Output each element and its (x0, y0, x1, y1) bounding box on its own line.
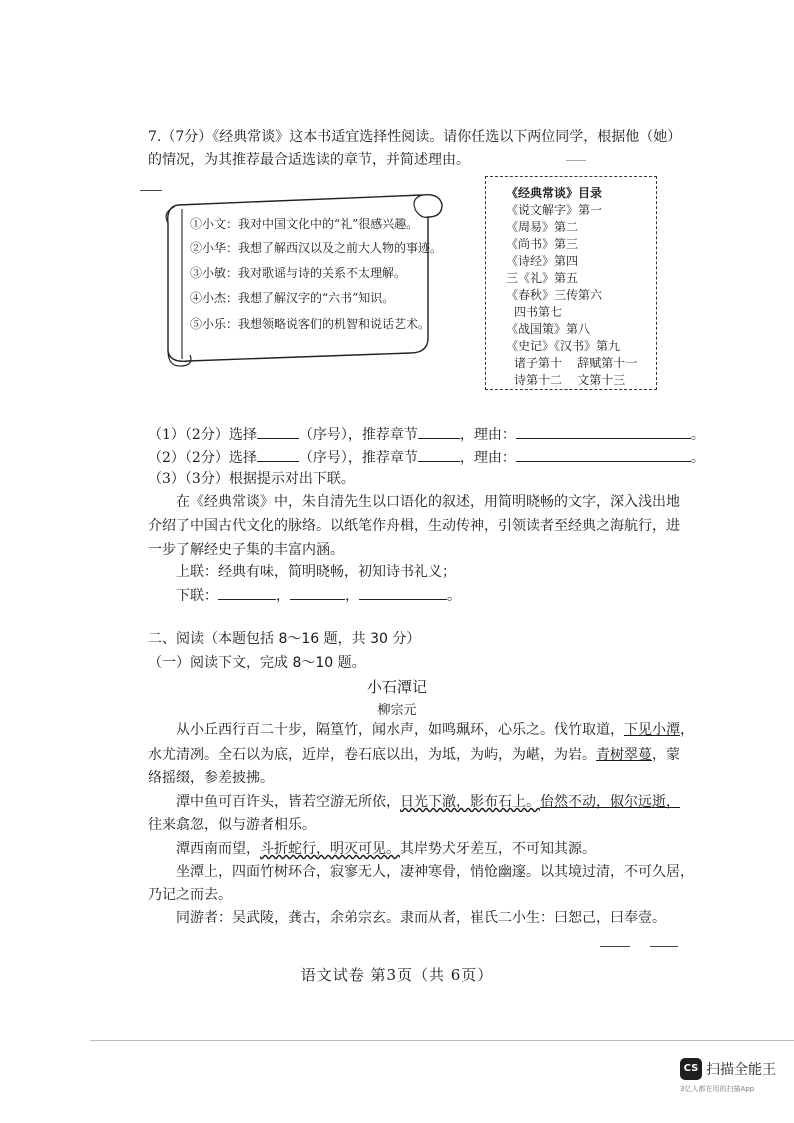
scan-mark (600, 946, 630, 947)
answer-blank[interactable] (516, 447, 691, 462)
intro-line: 在《经典常谈》中，朱自清先生以口语化的叙述，用简明晓畅的文字，深入浅出地 (176, 494, 680, 510)
camscanner-name: 扫描全能王 (706, 1062, 776, 1078)
answer-blank[interactable] (516, 424, 691, 439)
student-item: ⑤小乐：我想领略说客们的机智和说话艺术。 (190, 317, 431, 331)
section-title: 二、阅读（本题包括 8～16 题，共 30 分） (148, 631, 421, 647)
article-line: 从小丘西行百二十步，隔篁竹，闻水声，如鸣珮环，心乐之。伐竹取道，下见小潭， (176, 722, 694, 738)
camscanner-logo-icon: CS (680, 1058, 702, 1080)
article-line: 坐潭上，四面竹树环合，寂寥无人，凄神寒骨，悄怆幽邃。以其境过清，不可久居， (176, 864, 694, 880)
answer-blank[interactable] (418, 447, 460, 462)
part-title: （一）阅读下文，完成 8～10 题。 (148, 655, 366, 671)
article-line: 潭西南而望，斗折蛇行，明灭可见。其岸势犬牙差互，不可知其源。 (176, 841, 596, 857)
page-footer: 语文试卷 第3页（共 6页） (300, 966, 494, 984)
toc-item: 诸子第十 辞赋第十一 (514, 356, 638, 370)
toc-title: 《经典常谈》目录 (506, 186, 603, 200)
q7-prompt-line1: 7.（7分）《经典常谈》这本书适宜选择性阅读。请你任选以下两位同学，根据他（她） (148, 129, 682, 145)
subq-1: （1）（2分）选择 （序号），推荐章节 ，理由： 。 (148, 424, 705, 445)
student-scroll-box (160, 183, 445, 368)
intro-line: 介绍了中国古代文化的脉络。以纸笔作舟楫，生动传神，引领读者至经典之海航行，进 (148, 518, 680, 534)
toc-item: 诗第十二 文第十三 (514, 373, 626, 387)
toc-item: 《史记》《汉书》第九 (506, 339, 621, 353)
intro-line: 一步了解经史子集的丰富内涵。 (148, 542, 344, 558)
article-title: 小石潭记 (366, 678, 427, 696)
toc-item: 《春秋》三传第六 (506, 288, 603, 302)
subq-3: （3）（3分）根据提示对出下联。 (148, 471, 355, 487)
answer-blank[interactable] (418, 424, 460, 439)
answer-blank[interactable] (290, 585, 345, 600)
answer-blank[interactable] (218, 585, 276, 600)
student-item: ④小杰：我想了解汉字的“六书”知识。 (190, 291, 395, 305)
toc-box (485, 176, 657, 390)
toc-item: 四书第七 (514, 305, 563, 319)
couplet-lower: 下联： ， ， 。 (176, 585, 461, 606)
article-line: 乃记之而去。 (148, 887, 232, 903)
article-line: 络摇缀，参差披拂。 (148, 770, 274, 786)
toc-item: 《说文解字》第一 (506, 203, 603, 217)
subq-2: （2）（2分）选择 （序号），推荐章节 ，理由： 。 (148, 447, 705, 468)
student-item: ②小华：我想了解西汉以及之前大人物的事迹。 (190, 241, 443, 255)
toc-item: 《尚书》第三 (506, 237, 579, 251)
toc-item: 《战国策》第八 (506, 322, 591, 336)
scan-divider (90, 1040, 794, 1041)
camscanner-tagline: 3亿人都在用的扫描App (680, 1085, 755, 1093)
toc-item: 三《礼》第五 (506, 271, 579, 285)
answer-blank[interactable] (359, 585, 447, 600)
article-line: 同游者：吴武陵，龚古，余弟宗玄。隶而从者，崔氏二小生：曰恕己，曰奉壹。 (176, 910, 666, 926)
scan-mark (650, 946, 678, 947)
answer-blank[interactable] (257, 447, 299, 462)
scan-mark (566, 160, 586, 161)
article-author: 柳宗元 (377, 703, 417, 718)
couplet-upper: 上联：经典有味，简明晓畅，初知诗书礼义； (176, 564, 456, 580)
article-line: 往来翕忽，似与游者相乐。 (148, 817, 316, 833)
scan-mark (140, 190, 162, 191)
student-item: ③小敏：我对歌谣与诗的关系不太理解。 (190, 266, 407, 280)
article-line: 潭中鱼可百许头，皆若空游无所依，日光下澈，影布石上。佁然不动，俶尔远逝， (176, 794, 680, 810)
student-item: ①小文：我对中国文化中的“礼”很感兴趣。 (190, 217, 419, 231)
answer-blank[interactable] (257, 424, 299, 439)
article-line: 水尤清冽。全石以为底，近岸，卷石底以出，为坻，为屿，为嵁，为岩。青树翠蔓，蒙 (148, 747, 680, 763)
toc-item: 《诗经》第四 (506, 254, 579, 268)
q7-prompt-line2: 的情况，为其推荐最合适选读的章节，并简述理由。 (148, 152, 470, 168)
toc-item: 《周易》第二 (506, 220, 579, 234)
